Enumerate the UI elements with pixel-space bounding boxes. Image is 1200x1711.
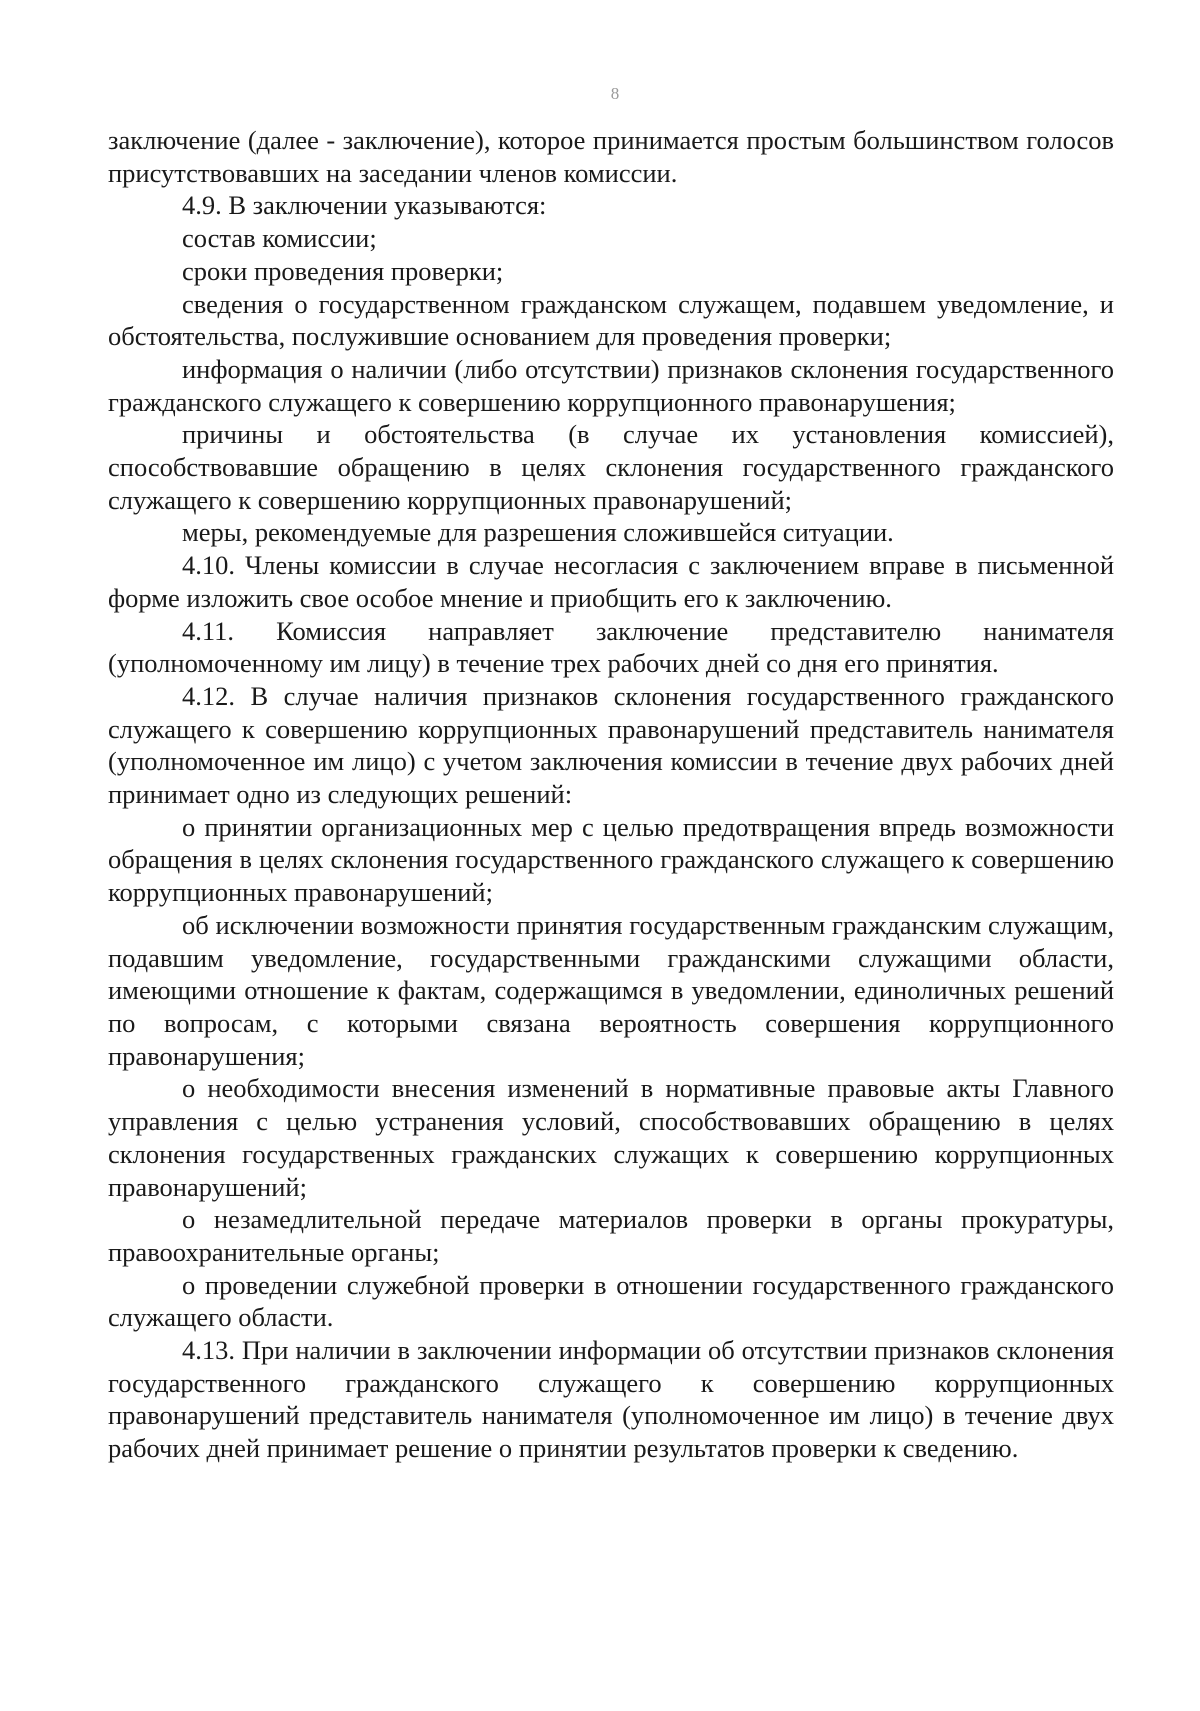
paragraph: о необходимости внесения изменений в нормативные правовые акты Главного управления с целью устранения условий, способствовавших обращению в целях склонения государственных гражданских служащих к совершению коррупционных правонарушений; [108,1073,1114,1202]
paragraph: состав комиссии; [182,223,377,254]
document-body [108,124,1114,1465]
paragraph: 4.10. Члены комиссии в случае несогласия с заключением вправе в письменной форме изложить свое особое мнение и приобщить его к заключению. [108,550,1114,613]
paragraph: заключение (далее - заключение), которое принимается простым большинством голосов присутствовавших на заседании членов комиссии. [108,125,1114,188]
paragraph: об исключении возможности принятия государственным гражданским служащим, подавшим уведомление, государственными гражданскими служащими области, имеющими отношение к фактам, содержащимся в уведомлении, единоличных решений по вопросам, с которыми связана вероятность совершения коррупционного правонарушения; [108,909,1114,1071]
paragraph: 4.9. В заключении указываются: [182,190,547,221]
paragraph: причины и обстоятельства (в случае их установления комиссией), способствовавшие обращению в целях склонения государственного гражданского служащего к совершению коррупционных правонарушений; [108,419,1114,515]
paragraph: 4.13. При наличии в заключении информации об отсутствии признаков склонения государственного гражданского служащего к совершению коррупционных правонарушений представитель нанимателя (уполномоченное им лицо) в течение двух рабочих дней принимает решение о принятии результатов проверки к сведению. [108,1335,1114,1464]
page-number: 8 [610,84,620,103]
paragraph: о проведении служебной проверки в отношении государственного гражданского служащего области. [108,1269,1114,1333]
paragraph: меры, рекомендуемые для разрешения сложившейся ситуации. [182,517,894,548]
paragraph: о незамедлительной передаче материалов проверки в органы прокуратуры, правоохранительные органы; [108,1204,1114,1267]
paragraph: сроки проведения проверки; [182,255,504,286]
paragraph: информация о наличии (либо отсутствии) признаков склонения государственного гражданского служащего к совершению коррупционного правонарушения; [108,353,1114,417]
paragraph: 4.11. Комиссия направляет заключение представителю нанимателя (уполномоченному им лицу) в течение трех рабочих дней со дня его принятия. [108,615,1114,679]
paragraph: 4.12. В случае наличия признаков склонения государственного гражданского служащего к совершению коррупционных правонарушений представитель нанимателя (уполномоченное им лицо) с учетом заключения комиссии в течение двух рабочих дней принимает одно из следующих решений: [108,680,1114,810]
paragraph: о принятии организационных мер с целью предотвращения впредь возможности обращения в целях склонения государственного гражданского служащего к совершению коррупционных правонарушений; [108,811,1114,908]
paragraph: сведения о государственном гражданском служащем, подавшем уведомление, и обстоятельства, послужившие основанием для проведения проверки; [108,288,1114,352]
